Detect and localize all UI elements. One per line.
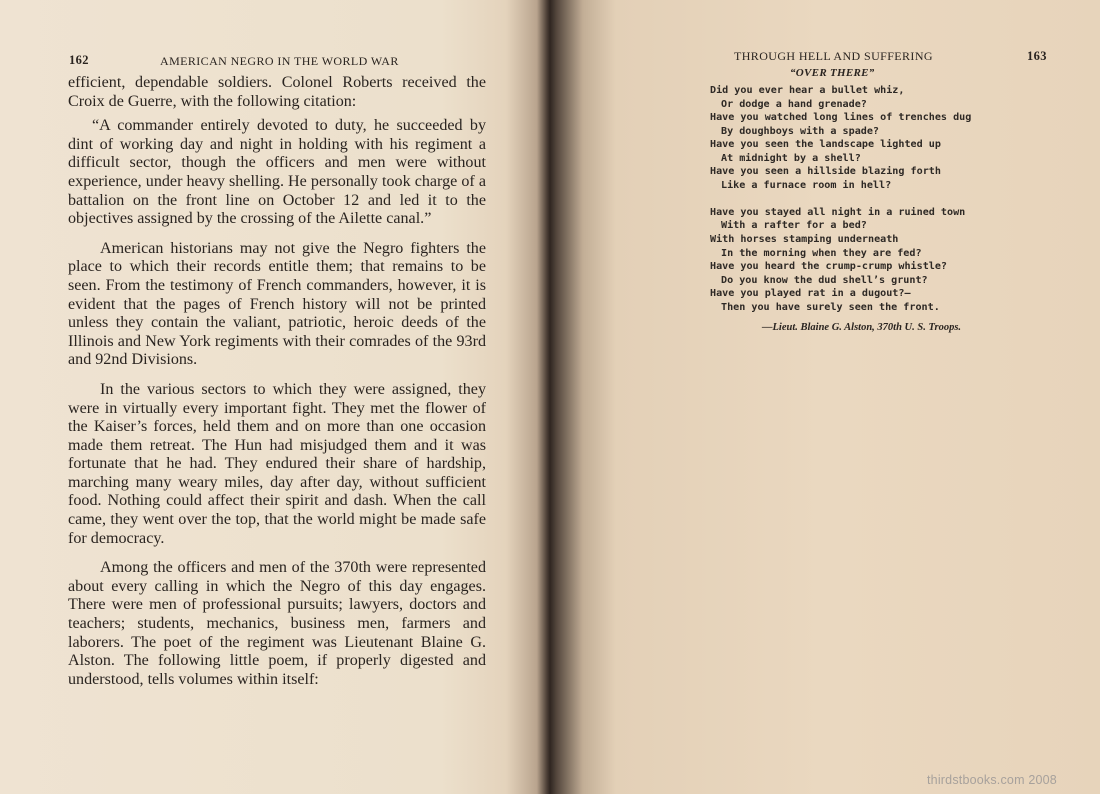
poem-line: Like a furnace room in hell?	[721, 179, 892, 191]
poem-line: With horses stamping underneath	[710, 233, 899, 245]
paragraph-1: efficient, dependable soldiers. Colonel Roberts received the Croix de Guerre, with the following citation:	[68, 74, 486, 110]
left-page-number: 162	[69, 53, 89, 67]
poem-attribution: —Lieut. Blaine G. Alston, 370th U. S. Troops.	[762, 322, 962, 333]
left-body-text	[68, 74, 486, 689]
poem-line: Have you played rat in a dugout?—	[710, 288, 911, 300]
poem-title: “OVER THERE”	[790, 67, 875, 79]
poem-line: Or dodge a hand grenade?	[721, 98, 867, 110]
left-running-head: AMERICAN NEGRO IN THE WORLD WAR	[160, 54, 399, 68]
poem-line: By doughboys with a spade?	[721, 125, 880, 137]
left-page	[0, 0, 545, 794]
right-running-head: THROUGH HELL AND SUFFERING	[734, 49, 933, 63]
poem	[710, 84, 1040, 314]
stanza-break	[710, 192, 1040, 206]
poem-line: Have you heard the crump-crump whistle?	[710, 261, 948, 273]
watermark: thirdstbooks.com 2008	[927, 773, 1057, 787]
poem-line: In the morning when they are fed?	[721, 247, 922, 259]
poem-line: Do you know the dud shell’s grunt?	[721, 274, 928, 286]
poem-line: Have you seen the landscape lighted up	[710, 139, 941, 151]
paragraph-5: Among the officers and men of the 370th were represented about every calling in which the Negro of this day engages. There were men of professional pursuits; lawyers, doctors and teachers; students, mechanics, business men, farmers and laborers. The poet of the regiment was Lieutenant Blaine G. Alston. The following little poem, if properly digested and understood, tells volumes within itself:	[68, 559, 486, 688]
right-page-number: 163	[1027, 49, 1047, 63]
paragraph-3: American historians may not give the Negro fighters the place to which their records entitle them; that remains to be seen. From the testimony of French commanders, however, it is evident that the pages of French history will not be printed unless they contain the valiant, patriotic, heroic deeds of the Illinois and New York regiments with their comrades of the 93rd and 92nd Divisions.	[68, 239, 486, 369]
paragraph-4: In the various sectors to which they were assigned, they were in virtually every important fight. They met the flower of the Kaiser’s forces, held them and on more than one occasion made them retreat. The Hun had misjudged them and it was fortunate that he had. They endured their share of hardship, marching many weary miles, day after day, without sufficient food. Nothing could affect their spirit and dash. When the call came, they went over the top, that the world might be made safe for democracy.	[68, 380, 486, 547]
poem-line: Have you watched long lines of trenches dug	[710, 112, 972, 124]
poem-line: Then you have surely seen the front.	[721, 301, 940, 313]
poem-line: At midnight by a shell?	[721, 152, 861, 164]
poem-line: Did you ever hear a bullet whiz,	[710, 85, 905, 96]
poem-line: Have you stayed all night in a ruined town	[710, 206, 966, 218]
citation-quote: “A commander entirely devoted to duty, he succeeded by dint of working day and night in holding with his regiment a difficult sector, though the officers and men were without experience, under heavy shelling. He personally took charge of a battalion on the front line on October 12 and led it to the objectives assigned by the crossing of the Ailette canal.”	[68, 117, 486, 228]
poem-line: Have you seen a hillside blazing forth	[710, 166, 941, 178]
poem-line: With a rafter for a bed?	[721, 220, 867, 232]
